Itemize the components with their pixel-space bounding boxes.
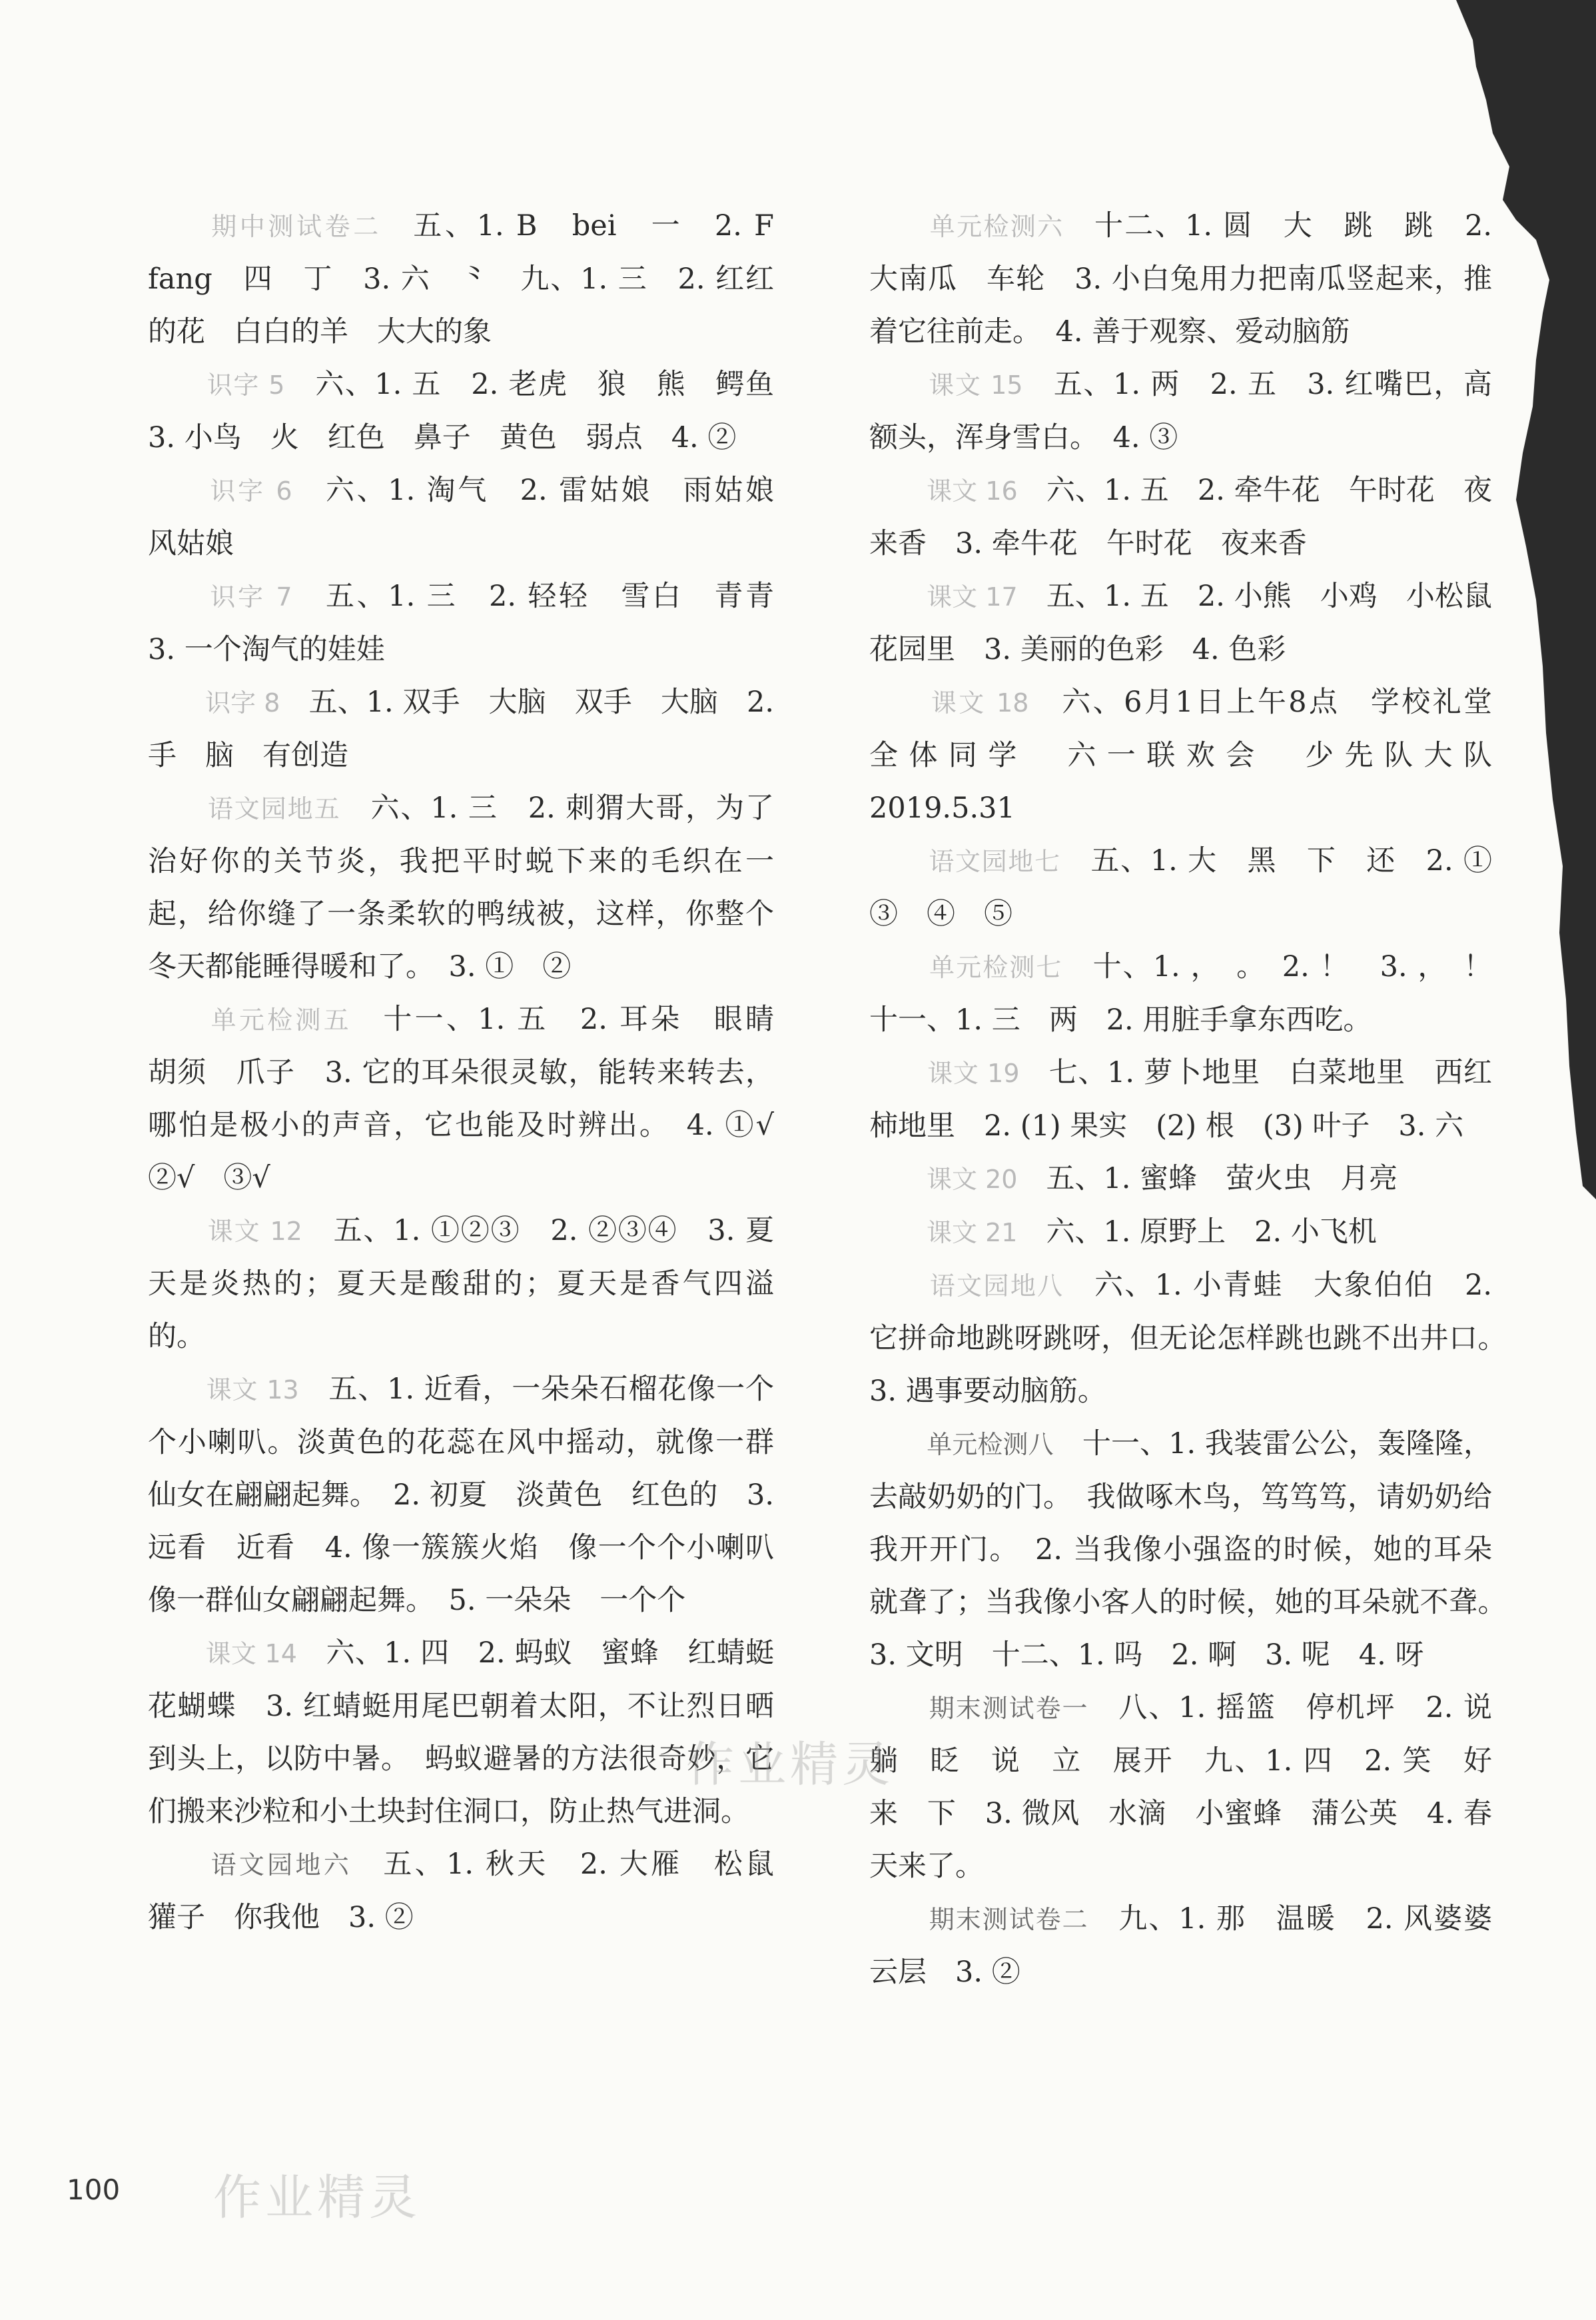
answer-entry bbox=[869, 1206, 1492, 1259]
answer-text: 六、1. 五 2. 牵牛花 午时花 夜来香 3. 牵牛花 午时花 夜来香 bbox=[869, 474, 1493, 560]
answer-entry bbox=[869, 358, 1492, 464]
answer-entry bbox=[869, 1682, 1521, 1893]
section-heading: 单元检测六 bbox=[929, 212, 1064, 241]
answer-text: 五、1. 蜜蜂 萤火虫 月亮 bbox=[1046, 1162, 1398, 1195]
answer-entry bbox=[148, 993, 803, 1205]
section-heading: 课文 21 bbox=[927, 1218, 1018, 1247]
page-number: 100 bbox=[67, 2173, 121, 2206]
answer-entry bbox=[869, 1259, 1521, 1418]
answer-text: 六、1. 淘气 2. 雷姑娘 雨姑娘 风姑娘 bbox=[148, 474, 803, 560]
section-heading: 课文 19 bbox=[927, 1059, 1020, 1088]
answer-text: 五、1. 近看，一朵朵石榴花像一个个小喇叭。淡黄色的花蕊在风中摇动，就像一群仙女在翩翩起舞。 2. 初夏 淡黄色 红色的 3. 远看 近看 4. 像一簇簇火焰 像一个个小喇叭 像一群仙女翩翩起舞。 5. 一朵朵 一个个 bbox=[148, 1373, 803, 1617]
section-heading: 课文 18 bbox=[931, 688, 1029, 718]
answer-entry bbox=[869, 1418, 1521, 1682]
answer-text: 五、1. B bei 一 2. F fang 四 丁 3. 六 ⺀ 九、1. 三 2. 红红的花 白白的羊 大大的象 bbox=[148, 209, 803, 348]
answer-entry bbox=[148, 782, 774, 993]
watermark-text: 作业精灵 bbox=[213, 2169, 422, 2225]
answer-text: 五、1. 三 2. 轻轻 雪白 青青 3. 一个淘气的娃娃 bbox=[148, 580, 803, 666]
section-heading: 课文 13 bbox=[206, 1375, 299, 1405]
answer-text: 六、1. 四 2. 蚂蚁 蜜蜂 红蜻蜓 花蝴蝶 3. 红蜻蜓用尾巴朝着太阳，不让烈日晒到头上，以防中暑。 蚂蚁避暑的方法很奇妙，它们搬来沙粒和小土块封住洞口，防止热气进洞。 bbox=[148, 1636, 803, 1828]
section-heading: 单元检测八 bbox=[927, 1430, 1054, 1459]
section-heading: 语文园地六 bbox=[210, 1850, 352, 1880]
answer-text: 十一、1. 我装雷公公，轰隆隆，去敲奶奶的门。 我做啄木鸟，笃笃笃，请奶奶给我开开门。 2. 当我像小强盗的时候，她的耳朵就聋了；当我像小客人的时候，她的耳朵就不聋。 3. 文明 十二、1. 吗 2. 啊 3. 呢 4. 呀 bbox=[869, 1427, 1521, 1672]
answer-entry bbox=[869, 1047, 1492, 1153]
answer-text: 九、1. 那 温暖 2. 风婆婆 云层 3. ② bbox=[869, 1902, 1521, 1989]
answer-text: 六、1. 小青蛙 大象伯伯 2. 它拼命地跳呀跳呀，但无论怎样跳也跳不出井口。 3. 遇事要动脑筋。 bbox=[869, 1269, 1521, 1408]
answer-entry bbox=[869, 676, 1521, 835]
answer-text: 十一、1. 五 2. 耳朵 眼睛 胡须 爪子 3. 它的耳朵很灵敏，能转来转去，哪怕是极小的声音，它也能及时辨出。 4. ①√ ②√ ③√ bbox=[148, 1003, 803, 1195]
right-column bbox=[869, 200, 1521, 1999]
answer-text: 十二、1. 圆 大 跳 跳 2. 大南瓜 车轮 3. 小白兔用力把南瓜竖起来，推着它往前走。 4. 善于观察、爱动脑筋 bbox=[869, 209, 1501, 348]
answer-text: 六、1. 原野上 2. 小飞机 bbox=[1046, 1215, 1377, 1249]
answer-entry bbox=[869, 1893, 1521, 1999]
answer-entry bbox=[148, 676, 783, 782]
section-heading: 识字 8 bbox=[205, 688, 280, 718]
answer-entry bbox=[869, 570, 1521, 676]
answer-entry bbox=[148, 358, 803, 464]
answer-entry bbox=[148, 200, 803, 358]
section-heading: 语文园地八 bbox=[929, 1271, 1064, 1301]
section-heading: 识字 6 bbox=[210, 476, 292, 506]
section-heading: 课文 17 bbox=[927, 582, 1018, 612]
answer-entry bbox=[148, 1363, 803, 1627]
section-heading: 课文 15 bbox=[929, 370, 1023, 400]
section-heading: 单元检测七 bbox=[929, 953, 1063, 982]
answer-entry bbox=[148, 464, 803, 570]
answer-text: 六、1. 三 2. 刺猬大哥，为了治好你的关节炎，我把平时蜕下来的毛织在一起，给你缝了一条柔软的鸭绒被，这样，你整个冬天都能睡得暖和了。 3. ① ② bbox=[148, 792, 774, 983]
watermark-text: 作业精灵 bbox=[686, 1736, 895, 1792]
answer-entry bbox=[869, 464, 1492, 570]
answer-text: 五、1. 秋天 2. 大雁 松鼠 獾子 你我他 3. ② bbox=[148, 1848, 803, 1934]
answer-entry bbox=[869, 835, 1521, 941]
section-heading: 单元检测五 bbox=[210, 1005, 352, 1035]
answer-entry bbox=[148, 570, 803, 676]
answer-text: 五、1. 双手 大脑 双手 大脑 2. 手 脑 有创造 bbox=[148, 686, 783, 772]
answer-entry bbox=[148, 1838, 803, 1944]
answer-text: 七、1. 萝卜地里 白菜地里 西红柿地里 2. (1) 果实 (2) 根 (3) 叶子 3. 六 bbox=[869, 1056, 1493, 1143]
answer-entry bbox=[148, 1205, 774, 1363]
section-heading: 期末测试卷二 bbox=[929, 1905, 1089, 1934]
answer-text: 六、6月1日上午8点 学校礼堂 全体同学 六一联欢会 少先队大队 2019.5.31 bbox=[869, 686, 1521, 825]
answer-entry bbox=[869, 941, 1521, 1047]
answer-text: 五、1. ①②③ 2. ②③④ 3. 夏天是炎热的；夏天是酸甜的；夏天是香气四溢的。 bbox=[148, 1214, 775, 1353]
section-heading: 语文园地七 bbox=[929, 847, 1061, 876]
answer-entry bbox=[869, 1153, 1492, 1206]
answer-text: 十、1. ， 。 2. ！ 3. ， ！ 十一、1. 三 两 2. 用脏手拿东西吃。 bbox=[869, 950, 1521, 1037]
section-heading: 课文 20 bbox=[927, 1165, 1018, 1194]
section-heading: 期中测试卷二 bbox=[211, 212, 382, 241]
answer-text: 五、1. 两 2. 五 3. 红嘴巴，高额头，浑身雪白。 4. ③ bbox=[869, 368, 1493, 454]
section-heading: 期末测试卷一 bbox=[929, 1694, 1089, 1723]
section-heading: 课文 14 bbox=[205, 1639, 297, 1668]
section-heading: 课文 16 bbox=[927, 476, 1018, 506]
section-heading: 语文园地五 bbox=[207, 794, 341, 824]
section-heading: 识字 5 bbox=[206, 370, 285, 400]
answer-text: 八、1. 摇篮 停机坪 2. 说 躺 眨 说 立 展开 九、1. 四 2. 笑 好 来 下 3. 微风 水滴 小蜜蜂 蒲公英 4. 春天来了。 bbox=[869, 1691, 1521, 1883]
section-heading: 课文 12 bbox=[207, 1217, 302, 1246]
section-heading: 识字 7 bbox=[210, 582, 292, 612]
answer-text: 五、1. 五 2. 小熊 小鸡 小松鼠 花园里 3. 美丽的色彩 4. 色彩 bbox=[869, 580, 1521, 666]
answer-text: 五、1. 大 黑 下 还 2. ① ③ ④ ⑤ bbox=[869, 844, 1521, 931]
answer-text: 六、1. 五 2. 老虎 狼 熊 鳄鱼 3. 小鸟 火 红色 鼻子 黄色 弱点 4. ② bbox=[148, 368, 803, 454]
answer-entry bbox=[869, 200, 1501, 358]
